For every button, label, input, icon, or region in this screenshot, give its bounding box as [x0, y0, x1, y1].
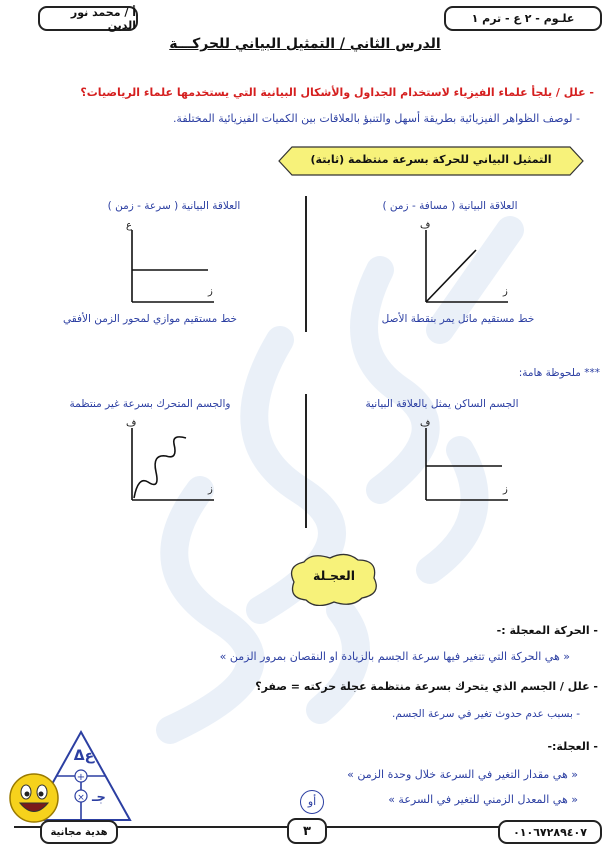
page-number-box	[287, 818, 327, 844]
accelerated-motion-definition: « هي الحركة التي تتغير فيها سرعة الجسم بالزيادة او النقصان بمرور الزمن »	[219, 650, 570, 663]
acceleration-heading: - العجلة:-	[547, 740, 598, 753]
at-rest-title: الجسم الساكن يمثل بالعلاقة البيانية	[365, 398, 519, 410]
footer-gift-box	[40, 820, 118, 844]
speed-time-x-label: ز	[208, 286, 213, 297]
speed-time-caption: خط مستقيم موازي لمحور الزمن الأفقي	[62, 313, 238, 325]
teacher-label	[38, 6, 138, 31]
svg-text:+: +	[76, 772, 86, 783]
lesson-title: الدرس الثاني / التمثيل البياني للحركـــة	[169, 36, 441, 52]
or-label: أو	[300, 790, 324, 814]
at-rest-y-label: ف	[420, 418, 431, 429]
intro-answer: - لوصف الظواهر الفيزيائية بطريقة أسهل والتنبؤ بالعلاقات بين الكميات الفيزيائية المختلفة.	[172, 112, 580, 125]
divider	[305, 196, 307, 332]
non-uniform-title: والجسم المتحرك بسرعة غير منتظمة	[69, 398, 231, 410]
distance-time-x-label: ز	[503, 286, 508, 297]
speed-time-title: العلاقة البيانية ( سرعة - زمن )	[107, 200, 241, 212]
at-rest-x-label: ز	[503, 484, 508, 495]
banner-title: التمثيل البياني للحركة بسرعة منتظمة (ثابتة)	[310, 153, 552, 166]
accelerated-motion-heading: - الحركة المعجلة :-	[496, 624, 598, 637]
speed-time-y-label: ع	[126, 220, 132, 231]
reason-answer: - بسبب عدم حدوث تغير في سرعة الجسم.	[392, 708, 580, 720]
divider	[305, 394, 307, 528]
intro-question: - علل / يلجأ علماء الفيزياء لاستخدام الجداول والأشكال البيانية التي يستخدمها علماء الرياضيات؟	[80, 86, 594, 99]
non-uniform-graph	[116, 420, 226, 510]
page-number: ٣	[303, 823, 311, 839]
subject-text: علـوم - ٢ ع - ترم ١	[471, 12, 575, 25]
triangle-top-label: Δع	[73, 748, 95, 764]
triangle-right-label: جـ	[92, 790, 106, 805]
acceleration-badge: العجـلة	[313, 568, 355, 583]
important-note: *** ملحوظة هامة:	[518, 367, 600, 379]
non-uniform-y-label: ف	[126, 418, 137, 429]
non-uniform-x-label: ز	[208, 484, 213, 495]
acceleration-definition-1: « هي مقدار التغير في السرعة خلال وحدة الزمن »	[347, 768, 578, 781]
teacher-text: أ / محمد نور الدين	[70, 5, 136, 32]
acceleration-definition-2: « هي المعدل الزمني للتغير في السرعة »	[388, 793, 578, 806]
subject-label	[444, 6, 602, 31]
distance-time-title: العلاقة البيانية ( مسافة - زمن )	[382, 200, 518, 212]
footer-gift-text: هدية مجانية	[50, 826, 108, 838]
distance-time-y-label: ف	[420, 220, 431, 231]
reason-question: - علل / الجسم الذي يتحرك بسرعة منتظمة عجلة حركته = صفر؟	[255, 680, 598, 693]
distance-time-caption: خط مستقيم مائل يمر بنقطة الأصل	[381, 313, 535, 325]
smiley-icon	[8, 772, 60, 824]
at-rest-graph	[410, 420, 520, 510]
phone-number: ٠١٠٦٧٢٨٩٤٠٧	[513, 825, 587, 839]
phone-box	[498, 820, 602, 844]
svg-text:×: ×	[77, 793, 85, 803]
